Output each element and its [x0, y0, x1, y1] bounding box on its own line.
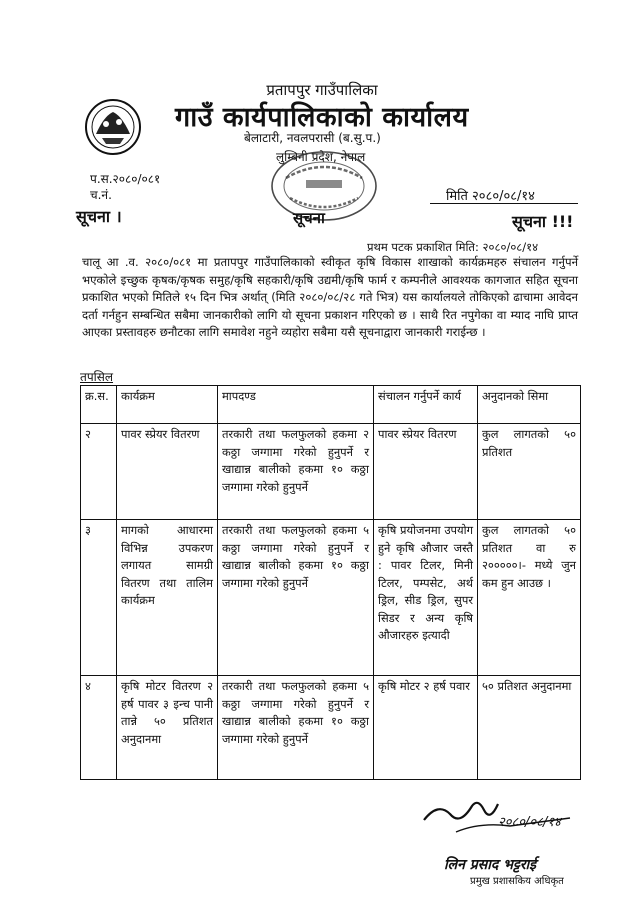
cell-work: कृषि मोटर २ हर्ष पवार	[374, 676, 478, 780]
cell-work: पावर स्प्रेयर वितरण	[374, 424, 478, 520]
cell-criteria: तरकारी तथा फलफुलको हकमा ५ कठ्ठा जग्गामा गरेको हुनुपर्ने र खाद्यान्न बालीको हकमा १० कठ्ठा जग्गामा गरेको हुनुपर्ने	[218, 520, 374, 676]
officer-title: प्रमुख प्रशासकिय अधिकृत	[470, 876, 564, 887]
cell-criteria: तरकारी तथा फलफुलको हकमा २ कठ्ठा जग्गामा गरेको हुनुपर्ने र खाद्यान्न बालीको हकमा १० कठ्ठा जग्गामा गरेको हुनुपर्ने	[218, 424, 374, 520]
first-published-date: प्रथम पटक प्रकाशित मिति: २०८०/०८/१४	[367, 240, 539, 254]
header-criteria: मापदण्ड	[218, 386, 374, 424]
dispatch-number: च.नं.	[90, 188, 112, 202]
details-label: तपसिल	[80, 370, 114, 384]
table-header-row	[81, 386, 581, 424]
notice-heading-right: सूचना !!!	[512, 212, 574, 231]
province-line: लुम्बिनी प्रदेश, नेपाल	[276, 150, 366, 164]
cell-program: मागको आधारमा विभिन्न उपकरण लगायत सामग्री वितरण तथा तालिम कार्यक्रम	[117, 520, 218, 676]
officer-name: लिन प्रसाद भट्टराई	[444, 857, 537, 873]
date-underline	[430, 203, 578, 204]
notice-body: चालू आ .व. २०८०/०८१ मा प्रतापपुर गाउँपालिकाको स्वीकृत कृषि विकास शाखाको कार्यक्रमहरु संचालन गर्नुपर्ने भएकोले इच्छुक कृषक/कृषक समुह/कृषि सहकारी/कृषि उद्यमी/कृषि फार्म र कम्पनीले आवश्यक कागजात सहित सूचना प्रकाशित भएको मितिले १५ दिन भित्र अर्थात् (मिति २०८०/०८/२८ गते भित्र) यस कार्यालयले तोकिएको ढाचामा आवेदन दर्ता गर्नहुन सम्बन्धित सबैमा जानकारीको लागि यो सूचना प्रकाशन गरिएको छ । साथै रित नपुगेका वा म्याद नाघि प्राप्त आएका प्रस्तावहरु छनौटका लागि समावेश नहुने व्यहोरा सबैमा यसै सूचनाद्वारा जानकारी गराईन्छ ।	[82, 255, 578, 340]
cell-grant-limit: कुल लागतको ५० प्रतिशत	[478, 424, 581, 520]
office-title: गाउँ कार्यपालिकाको कार्यालय	[175, 102, 469, 133]
cell-serial: ३	[81, 520, 117, 676]
signature-icon	[420, 792, 580, 862]
header-work: संचालन गर्नुपर्ने कार्य	[374, 386, 478, 424]
cell-program: पावर स्प्रेयर वितरण	[117, 424, 218, 520]
government-emblem-icon	[84, 98, 142, 156]
table-row	[81, 424, 581, 520]
notice-heading-left: सूचना ।	[76, 207, 122, 226]
cell-serial: २	[81, 424, 117, 520]
cell-grant-limit: ५० प्रतिशत अनुदानमा	[478, 676, 581, 780]
header-program: कार्यक्रम	[117, 386, 218, 424]
cell-grant-limit: कुल लागतको ५० प्रतिशत वा रु २०००००।- मध्ये जुन कम हुन आउछ ।	[478, 520, 581, 676]
cell-work: कृषि प्रयोजनमा उपयोग हुने कृषि औजार जस्तै : पावर टिलर, मिनी टिलर, पम्पसेट, अर्थ ड्रिल, सीड ड्रिल, सुपर सिडर र अन्य कृषि औजारहरु इत्यादी	[374, 520, 478, 676]
signature-date: २०८०/०८/१४	[498, 815, 561, 830]
program-table	[80, 385, 581, 780]
municipality-name: प्रतापपुर गाउँपालिका	[266, 81, 378, 99]
letter-number: प.स.२०८०/०८१	[90, 172, 161, 186]
cell-program: कृषि मोटर वितरण २ हर्ष पावर ३ इन्च पानी तान्ने ५० प्रतिशत अनुदानमा	[117, 676, 218, 780]
table-row	[81, 676, 581, 780]
header-serial: क्र.स.	[81, 386, 117, 424]
table-row	[81, 520, 581, 676]
notice-date: मिति २०८०/०८/१४	[446, 189, 535, 204]
cell-criteria: तरकारी तथा फलफुलको हकमा ५ कठ्ठा जग्गामा गरेको हुनुपर्ने र खाद्यान्न बालीको हकमा १० कठ्ठा जग्गामा गरेको हुनुपर्ने	[218, 676, 374, 780]
cell-serial: ४	[81, 676, 117, 780]
header-grant-limit: अनुदानको सिमा	[478, 386, 581, 424]
office-address: बेलाटारी, नवलपरासी (ब.सु.प.)	[244, 131, 381, 145]
notice-heading-center: सूचना	[293, 209, 325, 227]
